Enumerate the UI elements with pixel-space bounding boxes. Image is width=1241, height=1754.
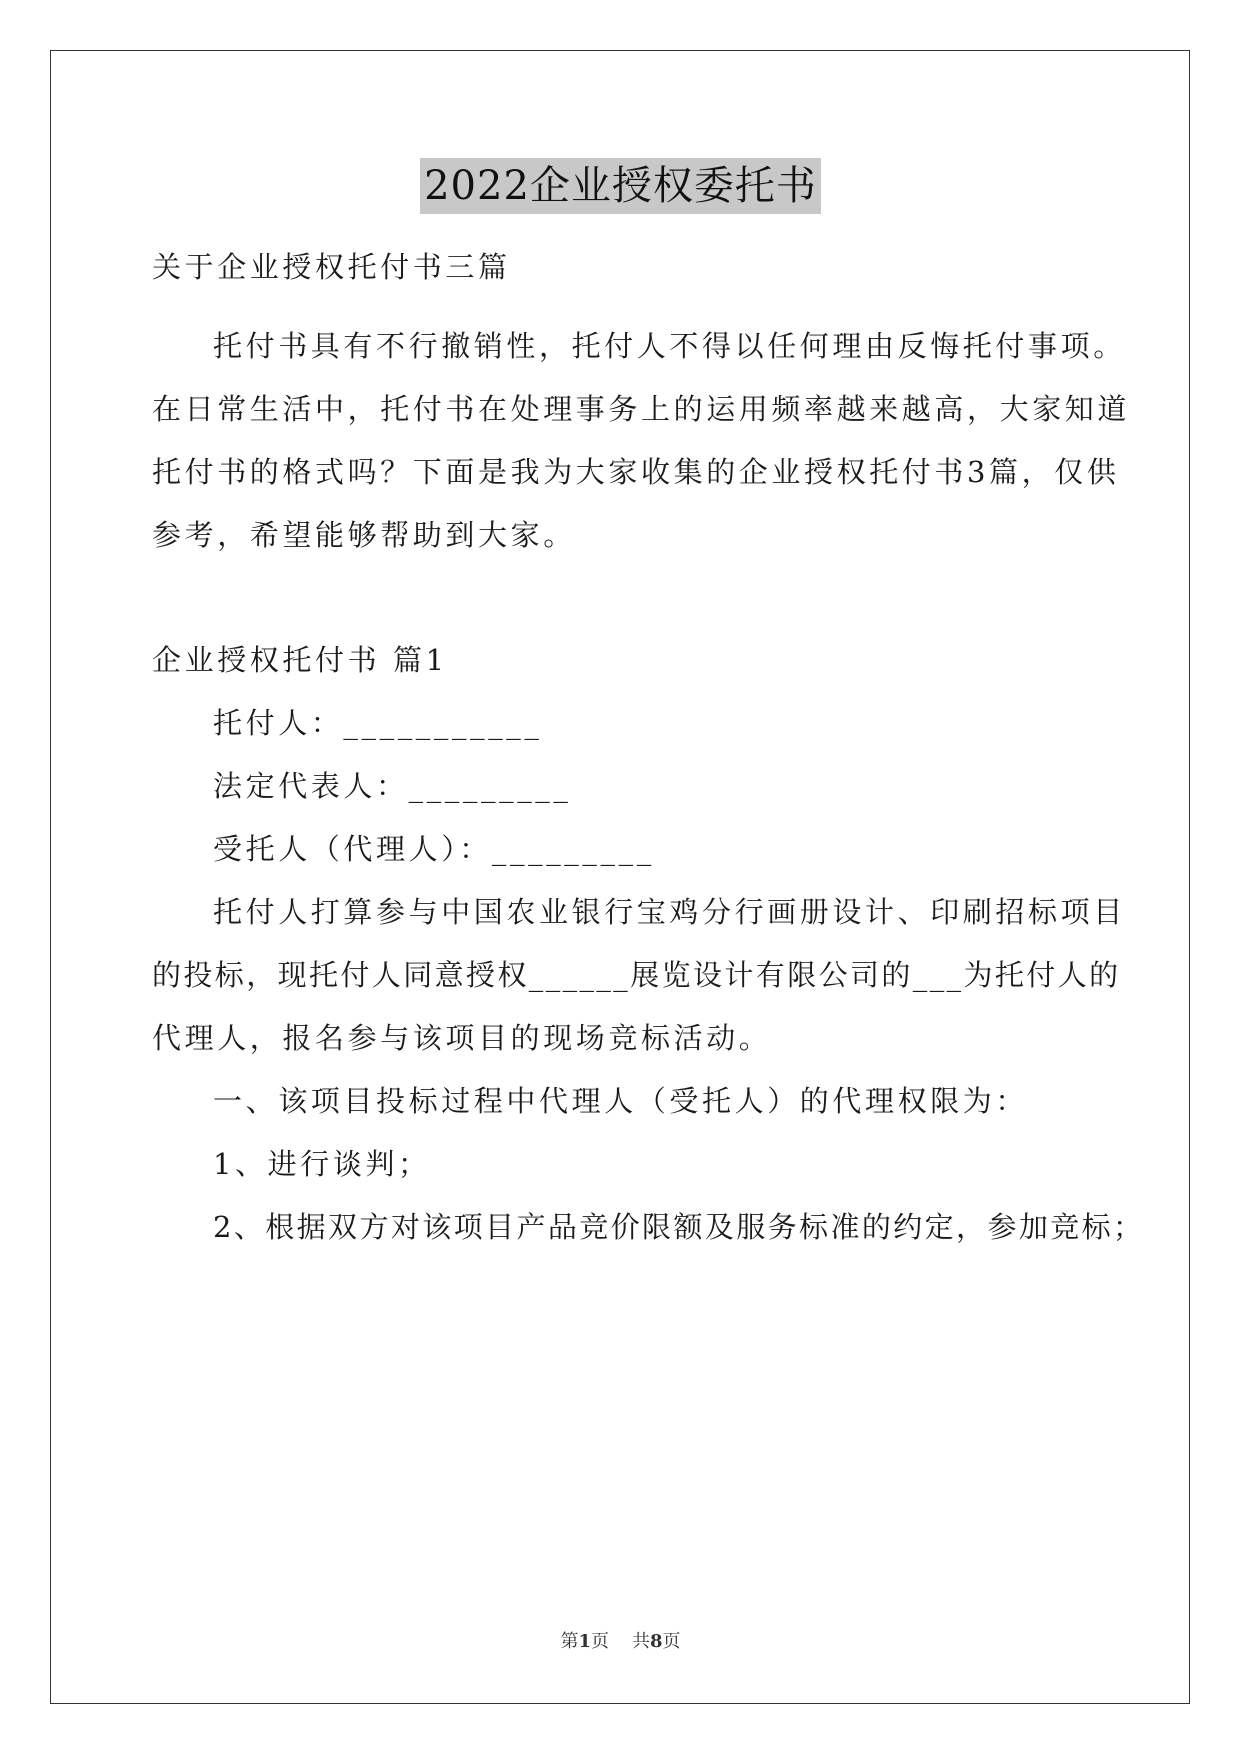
page-prefix: 第 bbox=[560, 1631, 579, 1652]
page-suffix: 页 bbox=[591, 1631, 610, 1652]
principal-field: 托付人：___________ bbox=[213, 706, 543, 740]
section-heading: 企业授权托付书 篇1 bbox=[152, 643, 448, 677]
intro-line: 在日常生活中，托付书在处理事务上的运用频率越来越高，大家知道 bbox=[152, 392, 1131, 426]
intro-line: 托付书的格式吗？下面是我为大家收集的企业授权托付书3篇，仅供 bbox=[152, 455, 1120, 489]
document-title: 2022企业授权委托书 bbox=[420, 158, 821, 214]
legal-rep-field: 法定代表人：_________ bbox=[213, 769, 572, 803]
document-subtitle: 关于企业授权托付书三篇 bbox=[152, 250, 511, 284]
page-number: 1 bbox=[578, 1631, 592, 1652]
document-body bbox=[152, 236, 1145, 1259]
page-footer bbox=[0, 1627, 1241, 1653]
authority-heading: 一、该项目投标过程中代理人（受托人）的代理权限为： bbox=[213, 1084, 1029, 1118]
intro-line: 托付书具有不行撤销性，托付人不得以任何理由反悔托付事项。 bbox=[213, 329, 1126, 363]
body-line: 的投标，现托付人同意授权______展览设计有限公司的___为托付人的 bbox=[152, 958, 1121, 992]
title-container bbox=[0, 158, 1241, 214]
intro-line: 参考，希望能够帮助到大家。 bbox=[152, 518, 576, 552]
authority-item: 1、进行谈判； bbox=[213, 1147, 431, 1181]
agent-field: 受托人（代理人）：_________ bbox=[213, 832, 655, 866]
body-line: 代理人，报名参与该项目的现场竞标活动。 bbox=[152, 1021, 772, 1055]
body-line: 托付人打算参与中国农业银行宝鸡分行画册设计、印刷招标项目 bbox=[213, 895, 1126, 929]
total-suffix: 页 bbox=[662, 1631, 681, 1652]
authority-item: 2、根据双方对该项目产品竞价限额及服务标准的约定，参加竞标； bbox=[213, 1210, 1145, 1244]
total-pages: 8 bbox=[649, 1631, 663, 1652]
total-prefix: 共 bbox=[631, 1631, 650, 1652]
